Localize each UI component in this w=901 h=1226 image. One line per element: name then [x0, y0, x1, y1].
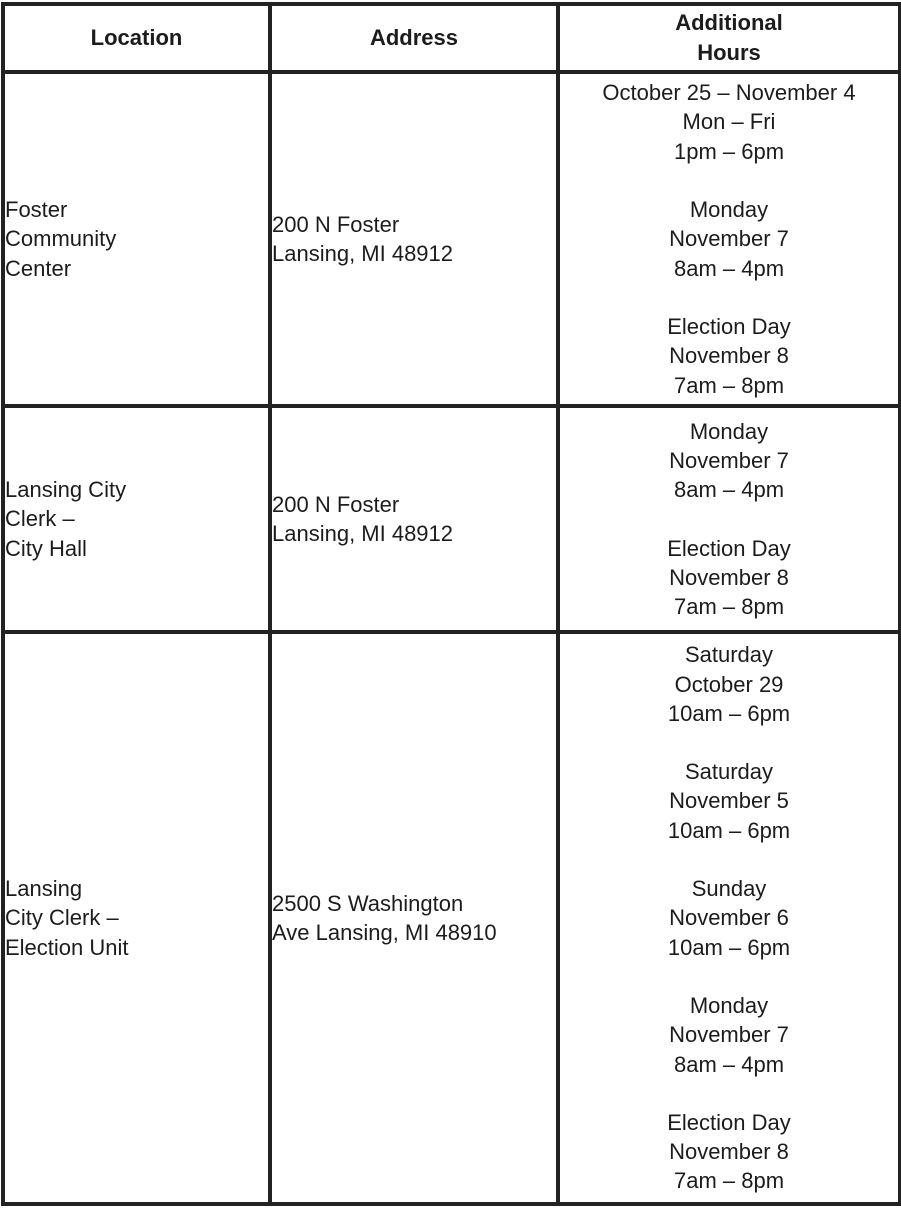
- period-line: November 7: [669, 447, 789, 473]
- period-line: Monday: [689, 197, 769, 223]
- period-line: October 25 – November 4: [602, 80, 856, 106]
- hours-period: [560, 640, 898, 728]
- hours-cell: [558, 406, 900, 632]
- hours-period: [560, 78, 898, 166]
- address-line: Lansing, MI 48912: [272, 241, 454, 266]
- location-line: Clerk –: [5, 506, 75, 532]
- period-line: Mon – Fri: [682, 109, 776, 135]
- period-line: November 7: [669, 1022, 789, 1048]
- header-additional-hours: [558, 4, 900, 72]
- location-line: Foster: [5, 197, 68, 223]
- period-line: 1pm – 6pm: [673, 138, 785, 164]
- location-line: Community: [5, 226, 117, 252]
- hours-period: [560, 757, 898, 845]
- hours-period: [560, 417, 898, 505]
- address-line: Ave Lansing, MI 48910: [272, 920, 497, 945]
- location-cell: [3, 406, 270, 632]
- hours-period: [560, 195, 898, 283]
- address-cell: [270, 72, 558, 406]
- table-row: [3, 406, 900, 632]
- period-line: 10am – 6pm: [667, 934, 791, 960]
- period-line: Election Day: [667, 535, 791, 561]
- address-line: 200 N Foster: [272, 491, 400, 517]
- location-line: Election Unit: [5, 934, 129, 960]
- location-line: Lansing City: [5, 477, 127, 503]
- period-line: 8am – 4pm: [673, 477, 785, 503]
- period-line: 10am – 6pm: [667, 817, 791, 843]
- voting-hours-table: [1, 2, 901, 1206]
- header-hours-line: Hours: [697, 40, 761, 65]
- location-line: Center: [5, 255, 72, 281]
- address-line: Lansing, MI 48912: [272, 521, 454, 546]
- period-line: Saturday: [684, 642, 774, 668]
- period-line: Monday: [689, 418, 769, 444]
- period-line: November 7: [669, 226, 789, 252]
- period-line: Sunday: [691, 876, 767, 902]
- period-line: November 8: [669, 1139, 789, 1165]
- period-line: November 8: [669, 343, 789, 369]
- period-line: October 29: [674, 671, 784, 697]
- table-row: [3, 72, 900, 406]
- period-line: 7am – 8pm: [673, 594, 785, 620]
- hours-period: [560, 874, 898, 962]
- location-line: Lansing: [5, 876, 83, 902]
- period-line: 7am – 8pm: [673, 372, 785, 398]
- address-line: 200 N Foster: [272, 211, 400, 237]
- period-line: November 5: [669, 788, 789, 814]
- location-cell: [3, 72, 270, 406]
- period-line: November 8: [669, 564, 789, 590]
- period-line: 8am – 4pm: [673, 255, 785, 281]
- location-cell: [3, 632, 270, 1204]
- period-line: Election Day: [667, 1109, 791, 1135]
- hours-period: [560, 534, 898, 622]
- header-row: [3, 4, 900, 72]
- location-line: City Clerk –: [5, 905, 119, 931]
- address-cell: [270, 632, 558, 1204]
- table-row: [3, 632, 900, 1204]
- period-line: Election Day: [667, 313, 791, 339]
- header-address: Address: [270, 4, 558, 72]
- hours-period: [560, 312, 898, 400]
- hours-period: [560, 991, 898, 1079]
- header-location: Location: [3, 4, 270, 72]
- location-line: City Hall: [5, 535, 87, 561]
- hours-period: [560, 1108, 898, 1196]
- address-cell: [270, 406, 558, 632]
- address-line: 2500 S Washington: [272, 890, 464, 916]
- period-line: 8am – 4pm: [673, 1051, 785, 1077]
- header-hours-line: Additional: [675, 10, 783, 35]
- period-line: Saturday: [684, 759, 774, 785]
- period-line: November 6: [669, 905, 789, 931]
- period-line: 10am – 6pm: [667, 700, 791, 726]
- hours-cell: [558, 632, 900, 1204]
- period-line: Monday: [689, 992, 769, 1018]
- period-line: 7am – 8pm: [673, 1168, 785, 1194]
- hours-cell: [558, 72, 900, 406]
